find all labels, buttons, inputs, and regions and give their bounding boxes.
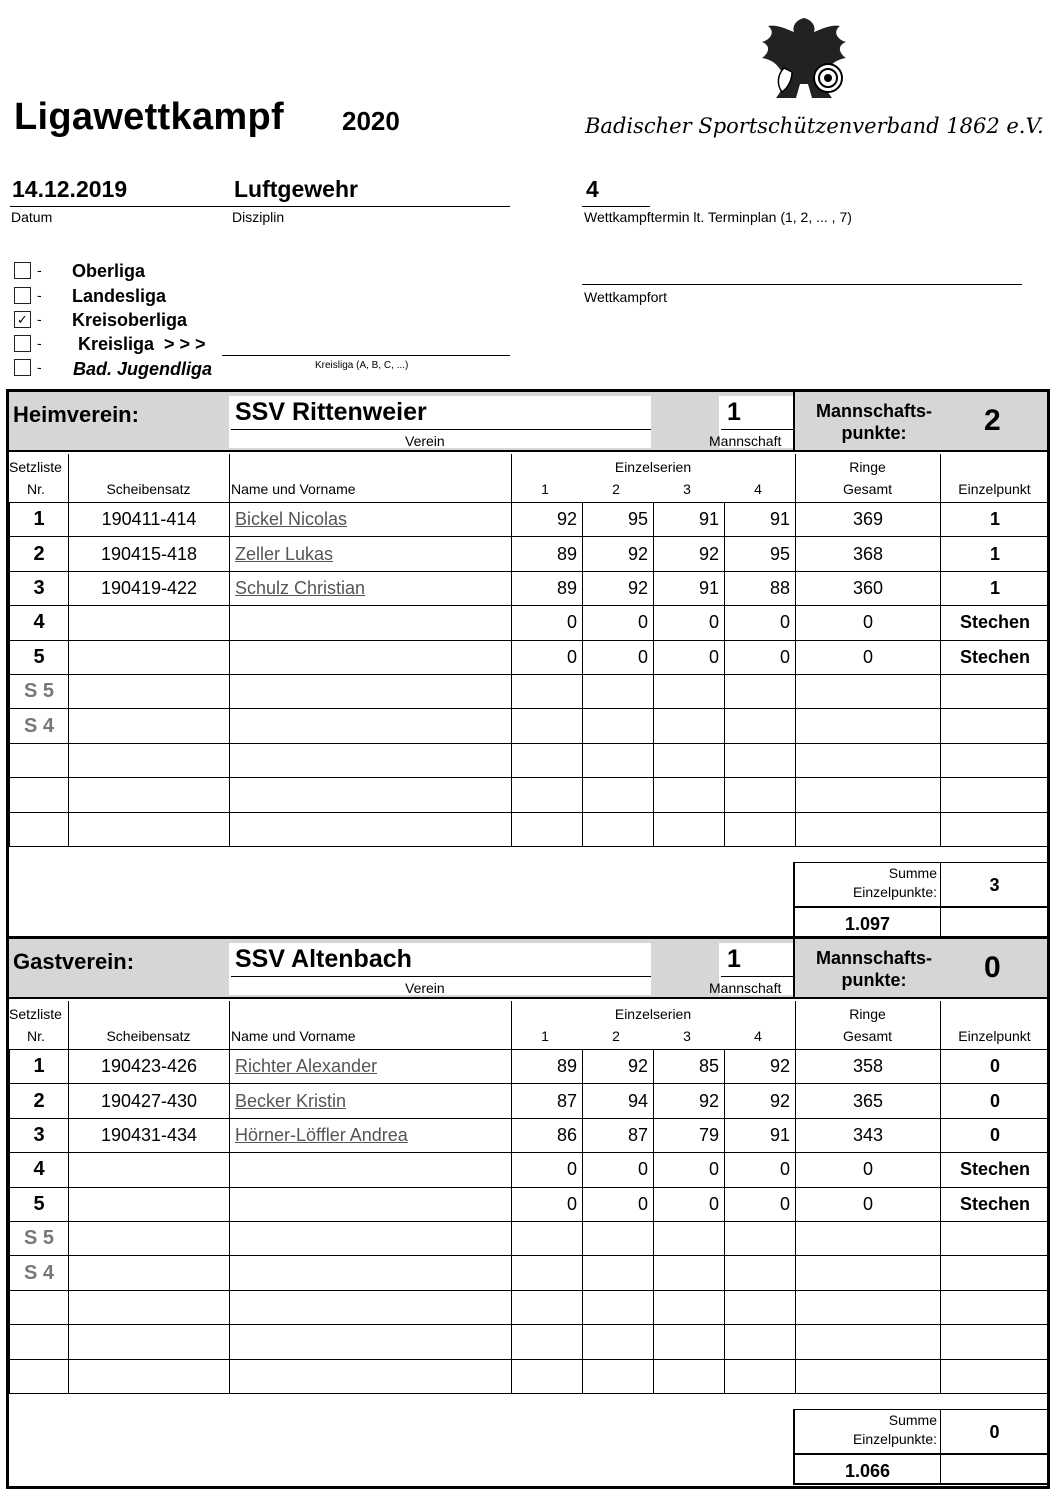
- row-serie-4[interactable]: 92: [725, 1084, 796, 1118]
- row-serie-3[interactable]: [654, 812, 725, 846]
- row-name[interactable]: [230, 778, 512, 812]
- row-ringe-gesamt[interactable]: [796, 743, 941, 777]
- row-name[interactable]: [230, 1359, 512, 1393]
- col-ringe: Ringe: [849, 1006, 886, 1022]
- results-table: [9, 1049, 1050, 1394]
- row-serie-2[interactable]: [583, 709, 654, 743]
- team-caption: Mannschaft: [709, 980, 782, 996]
- row-scheibensatz[interactable]: [69, 743, 230, 777]
- row-serie-2[interactable]: 0: [583, 640, 654, 674]
- row-nr[interactable]: 3: [10, 1118, 69, 1152]
- row-serie-4[interactable]: 0: [725, 640, 796, 674]
- row-serie-1[interactable]: 86: [512, 1118, 583, 1152]
- row-name[interactable]: [230, 606, 512, 640]
- row-einzelpunkt[interactable]: [941, 1359, 1050, 1393]
- row-serie-2[interactable]: 87: [583, 1118, 654, 1152]
- row-ringe-gesamt[interactable]: [796, 1290, 941, 1324]
- row-serie-2[interactable]: 95: [583, 503, 654, 537]
- row-nr[interactable]: [10, 1359, 69, 1393]
- col-serie-3: 3: [683, 481, 691, 497]
- team-points-label: Mannschafts- punkte:: [815, 401, 932, 443]
- club-caption: Verein: [405, 980, 445, 996]
- row-serie-1[interactable]: [512, 1221, 583, 1255]
- col-einzelserien: Einzelserien: [614, 459, 692, 475]
- col-name: Name und Vorname: [231, 481, 356, 497]
- row-einzelpunkt[interactable]: 1: [941, 537, 1050, 571]
- row-serie-3[interactable]: 0: [654, 606, 725, 640]
- row-name[interactable]: [230, 709, 512, 743]
- table-row: [10, 606, 1050, 640]
- row-serie-4[interactable]: [725, 778, 796, 812]
- row-serie-4[interactable]: [725, 1325, 796, 1359]
- row-serie-1[interactable]: 0: [512, 606, 583, 640]
- row-serie-3[interactable]: 92: [654, 1084, 725, 1118]
- row-serie-1[interactable]: 92: [512, 503, 583, 537]
- team-caption: Mannschaft: [709, 433, 782, 449]
- total-rings[interactable]: 1.066: [844, 1461, 891, 1481]
- row-einzelpunkt[interactable]: 0: [941, 1084, 1050, 1118]
- row-einzelpunkt[interactable]: [941, 709, 1050, 743]
- row-serie-1[interactable]: [512, 709, 583, 743]
- row-serie-4[interactable]: [725, 1221, 796, 1255]
- row-name[interactable]: Bickel Nicolas: [230, 503, 512, 537]
- team-label: Heimverein:: [13, 402, 139, 427]
- row-serie-2[interactable]: [583, 812, 654, 846]
- row-name[interactable]: Becker Kristin: [230, 1084, 512, 1118]
- row-nr[interactable]: [10, 778, 69, 812]
- row-scheibensatz[interactable]: 190431-434: [69, 1118, 230, 1152]
- row-einzelpunkt[interactable]: Stechen: [941, 640, 1050, 674]
- row-serie-2[interactable]: [583, 674, 654, 708]
- row-nr[interactable]: S 4: [10, 1256, 69, 1290]
- row-serie-1[interactable]: [512, 743, 583, 777]
- row-scheibensatz[interactable]: [69, 1221, 230, 1255]
- table-row: [10, 812, 1050, 846]
- row-serie-3[interactable]: 91: [654, 503, 725, 537]
- league-checkbox-landesliga[interactable]: [14, 287, 31, 304]
- league-checkbox-jugendliga[interactable]: [14, 359, 31, 376]
- row-scheibensatz[interactable]: 190415-418: [69, 537, 230, 571]
- row-einzelpunkt[interactable]: [941, 674, 1050, 708]
- row-einzelpunkt[interactable]: [941, 1256, 1050, 1290]
- row-scheibensatz[interactable]: [69, 1187, 230, 1221]
- row-einzelpunkt[interactable]: [941, 1325, 1050, 1359]
- row-ringe-gesamt[interactable]: 343: [796, 1118, 941, 1152]
- team-label: Gastverein:: [13, 949, 135, 974]
- row-name[interactable]: [230, 1290, 512, 1324]
- location-label: Wettkampfort: [584, 289, 667, 305]
- row-name[interactable]: [230, 1325, 512, 1359]
- sum-label: Summe Einzelpunkte:: [852, 865, 937, 900]
- eagle-lion-crest-icon: [748, 12, 860, 112]
- row-serie-3[interactable]: 79: [654, 1118, 725, 1152]
- row-serie-4[interactable]: 0: [725, 1187, 796, 1221]
- row-ringe-gesamt[interactable]: [796, 1325, 941, 1359]
- row-nr[interactable]: S 5: [10, 1221, 69, 1255]
- club-caption: Verein: [405, 433, 445, 449]
- row-nr[interactable]: 2: [10, 1084, 69, 1118]
- col-scheibensatz: Scheibensatz: [106, 481, 191, 497]
- col-scheibensatz: Scheibensatz: [106, 1028, 191, 1044]
- location-field[interactable]: [582, 254, 1022, 282]
- col-serie-4: 4: [754, 1028, 762, 1044]
- row-ringe-gesamt[interactable]: [796, 1359, 941, 1393]
- col-setzliste: Setzliste: [9, 459, 62, 475]
- row-serie-2[interactable]: 92: [583, 1050, 654, 1084]
- row-nr[interactable]: 5: [10, 1187, 69, 1221]
- row-name[interactable]: Hörner-Löffler Andrea: [230, 1118, 512, 1152]
- table-row: [10, 640, 1050, 674]
- row-name[interactable]: [230, 1256, 512, 1290]
- row-nr[interactable]: S 5: [10, 674, 69, 708]
- row-serie-2[interactable]: [583, 1221, 654, 1255]
- row-scheibensatz[interactable]: [69, 1153, 230, 1187]
- row-einzelpunkt[interactable]: [941, 743, 1050, 777]
- row-serie-3[interactable]: [654, 1359, 725, 1393]
- row-name[interactable]: [230, 1153, 512, 1187]
- row-serie-1[interactable]: [512, 674, 583, 708]
- col-setzliste: Setzliste: [9, 1006, 62, 1022]
- row-serie-4[interactable]: 92: [725, 1050, 796, 1084]
- row-serie-3[interactable]: [654, 743, 725, 777]
- row-scheibensatz[interactable]: [69, 1359, 230, 1393]
- row-scheibensatz[interactable]: [69, 674, 230, 708]
- league-label-kreisliga: Kreisliga > > >: [78, 334, 206, 354]
- row-einzelpunkt[interactable]: [941, 1221, 1050, 1255]
- row-einzelpunkt[interactable]: Stechen: [941, 1153, 1050, 1187]
- league-label-kreisoberliga: Kreisoberliga: [72, 310, 188, 330]
- row-serie-1[interactable]: 89: [512, 1050, 583, 1084]
- row-serie-1[interactable]: 0: [512, 1187, 583, 1221]
- club-name[interactable]: SSV Altenbach: [235, 945, 412, 973]
- row-scheibensatz[interactable]: 190427-430: [69, 1084, 230, 1118]
- row-ringe-gesamt[interactable]: 365: [796, 1084, 941, 1118]
- discipline-value[interactable]: Luftgewehr: [234, 176, 358, 202]
- total-rings[interactable]: 1.097: [844, 914, 891, 934]
- row-serie-3[interactable]: [654, 1325, 725, 1359]
- sum-einzelpunkte[interactable]: 0: [989, 1422, 1000, 1442]
- row-einzelpunkt[interactable]: [941, 778, 1050, 812]
- row-serie-4[interactable]: [725, 812, 796, 846]
- col-gesamt: Gesamt: [842, 1028, 892, 1044]
- col-name: Name und Vorname: [231, 1028, 356, 1044]
- row-serie-2[interactable]: [583, 1290, 654, 1324]
- row-nr[interactable]: 3: [10, 571, 69, 605]
- date-value[interactable]: 14.12.2019: [12, 176, 128, 202]
- row-name[interactable]: [230, 743, 512, 777]
- league-label-oberliga: Oberliga: [72, 261, 146, 281]
- row-ringe-gesamt[interactable]: 369: [796, 503, 941, 537]
- row-name[interactable]: Zeller Lukas: [230, 537, 512, 571]
- row-serie-2[interactable]: [583, 1325, 654, 1359]
- table-row: [10, 778, 1050, 812]
- table-row: [10, 503, 1050, 537]
- table-row: [10, 743, 1050, 777]
- row-serie-2[interactable]: [583, 743, 654, 777]
- row-scheibensatz[interactable]: [69, 709, 230, 743]
- table-row: [10, 1050, 1050, 1084]
- row-scheibensatz[interactable]: 190419-422: [69, 571, 230, 605]
- col-nr: Nr.: [27, 481, 45, 497]
- row-serie-4[interactable]: 0: [725, 606, 796, 640]
- round-label: Wettkampftermin lt. Terminplan (1, 2, ... , 7): [584, 209, 852, 225]
- row-nr[interactable]: [10, 1325, 69, 1359]
- col-nr: Nr.: [27, 1028, 45, 1044]
- sum-einzelpunkte[interactable]: 3: [989, 875, 1000, 895]
- row-ringe-gesamt[interactable]: [796, 1256, 941, 1290]
- row-serie-1[interactable]: 87: [512, 1084, 583, 1118]
- row-serie-1[interactable]: 0: [512, 1153, 583, 1187]
- row-serie-4[interactable]: 0: [725, 1153, 796, 1187]
- row-serie-4[interactable]: 88: [725, 571, 796, 605]
- table-row: [10, 1359, 1050, 1393]
- kreisliga-hint: Kreisliga (A, B, C, ...): [315, 360, 409, 371]
- row-name[interactable]: Schulz Christian: [230, 571, 512, 605]
- row-name[interactable]: Richter Alexander: [230, 1050, 512, 1084]
- row-serie-4[interactable]: [725, 1290, 796, 1324]
- row-ringe-gesamt[interactable]: [796, 674, 941, 708]
- row-nr[interactable]: [10, 812, 69, 846]
- row-scheibensatz[interactable]: [69, 778, 230, 812]
- row-name[interactable]: [230, 812, 512, 846]
- table-row: [10, 1325, 1050, 1359]
- league-checkbox-oberliga[interactable]: [14, 262, 31, 279]
- row-ringe-gesamt[interactable]: 0: [796, 1153, 941, 1187]
- row-serie-4[interactable]: [725, 1359, 796, 1393]
- row-name[interactable]: [230, 1187, 512, 1221]
- row-serie-3[interactable]: [654, 674, 725, 708]
- row-serie-3[interactable]: 91: [654, 571, 725, 605]
- row-serie-4[interactable]: [725, 674, 796, 708]
- results-table: [9, 502, 1050, 847]
- row-serie-3[interactable]: 0: [654, 640, 725, 674]
- row-einzelpunkt[interactable]: 0: [941, 1118, 1050, 1152]
- row-ringe-gesamt[interactable]: [796, 812, 941, 846]
- row-nr[interactable]: 4: [10, 1153, 69, 1187]
- row-nr[interactable]: [10, 1290, 69, 1324]
- row-ringe-gesamt[interactable]: 368: [796, 537, 941, 571]
- row-einzelpunkt[interactable]: 1: [941, 503, 1050, 537]
- row-scheibensatz[interactable]: 190411-414: [69, 503, 230, 537]
- league-checkbox-kreisliga[interactable]: [14, 335, 31, 352]
- table-row: [10, 1118, 1050, 1152]
- table-row: [10, 1187, 1050, 1221]
- team-points-value[interactable]: 2: [984, 404, 1001, 437]
- col-serie-1: 1: [541, 481, 549, 497]
- row-serie-1[interactable]: [512, 1256, 583, 1290]
- row-ringe-gesamt[interactable]: 360: [796, 571, 941, 605]
- row-scheibensatz[interactable]: [69, 1290, 230, 1324]
- row-serie-2[interactable]: 94: [583, 1084, 654, 1118]
- row-serie-2[interactable]: 92: [583, 537, 654, 571]
- home-team-section: [6, 389, 1050, 939]
- season-year: 2020: [342, 106, 400, 136]
- row-serie-1[interactable]: [512, 1325, 583, 1359]
- row-serie-3[interactable]: 92: [654, 537, 725, 571]
- row-scheibensatz[interactable]: [69, 1256, 230, 1290]
- row-scheibensatz[interactable]: 190423-426: [69, 1050, 230, 1084]
- row-name[interactable]: [230, 640, 512, 674]
- team-number[interactable]: 1: [727, 945, 741, 973]
- row-serie-4[interactable]: 95: [725, 537, 796, 571]
- association-name: Badischer Sportschützenverband 1862 e.V.: [585, 114, 1044, 138]
- row-serie-1[interactable]: 0: [512, 640, 583, 674]
- row-serie-1[interactable]: [512, 1359, 583, 1393]
- row-ringe-gesamt[interactable]: 0: [796, 606, 941, 640]
- col-serie-4: 4: [754, 481, 762, 497]
- row-nr[interactable]: 2: [10, 537, 69, 571]
- col-serie-2: 2: [612, 1028, 620, 1044]
- col-gesamt: Gesamt: [842, 481, 892, 497]
- table-row: [10, 709, 1050, 743]
- row-scheibensatz[interactable]: [69, 1325, 230, 1359]
- row-serie-1[interactable]: [512, 1290, 583, 1324]
- row-serie-2[interactable]: 0: [583, 1187, 654, 1221]
- row-name[interactable]: [230, 674, 512, 708]
- row-serie-1[interactable]: 89: [512, 537, 583, 571]
- row-serie-4[interactable]: [725, 743, 796, 777]
- row-ringe-gesamt[interactable]: 0: [796, 1187, 941, 1221]
- table-row: [10, 1221, 1050, 1255]
- league-label-jugendliga: Bad. Jugendliga: [73, 359, 213, 379]
- league-label-landesliga: Landesliga: [72, 286, 167, 306]
- row-einzelpunkt[interactable]: [941, 1290, 1050, 1324]
- table-row: [10, 1153, 1050, 1187]
- row-serie-3[interactable]: [654, 709, 725, 743]
- row-ringe-gesamt[interactable]: [796, 1221, 941, 1255]
- team-points-value[interactable]: 0: [984, 951, 1001, 984]
- row-einzelpunkt[interactable]: 0: [941, 1050, 1050, 1084]
- col-serie-1: 1: [541, 1028, 549, 1044]
- row-serie-2[interactable]: 0: [583, 606, 654, 640]
- row-nr[interactable]: 1: [10, 503, 69, 537]
- date-label: Datum: [11, 209, 53, 225]
- table-row: [10, 1290, 1050, 1324]
- round-value[interactable]: 4: [586, 176, 599, 202]
- discipline-label: Disziplin: [232, 209, 285, 225]
- row-nr[interactable]: [10, 743, 69, 777]
- row-einzelpunkt[interactable]: 1: [941, 571, 1050, 605]
- row-serie-3[interactable]: [654, 1256, 725, 1290]
- row-serie-4[interactable]: [725, 709, 796, 743]
- col-ringe: Ringe: [849, 459, 886, 475]
- table-row: [10, 1256, 1050, 1290]
- row-serie-2[interactable]: 92: [583, 571, 654, 605]
- row-serie-3[interactable]: [654, 1290, 725, 1324]
- row-nr[interactable]: 4: [10, 606, 69, 640]
- row-serie-1[interactable]: [512, 812, 583, 846]
- document-title: Ligawettkampf: [14, 96, 284, 138]
- row-serie-3[interactable]: [654, 778, 725, 812]
- col-serie-3: 3: [683, 1028, 691, 1044]
- row-nr[interactable]: 5: [10, 640, 69, 674]
- team-points-label: Mannschafts- punkte:: [815, 948, 932, 990]
- league-checkbox-kreisoberliga[interactable]: ✓: [14, 311, 31, 328]
- row-serie-2[interactable]: [583, 778, 654, 812]
- row-scheibensatz[interactable]: [69, 606, 230, 640]
- table-row: [10, 571, 1050, 605]
- row-serie-1[interactable]: [512, 778, 583, 812]
- row-scheibensatz[interactable]: [69, 812, 230, 846]
- row-ringe-gesamt[interactable]: [796, 778, 941, 812]
- row-name[interactable]: [230, 1221, 512, 1255]
- guest-team-section: [6, 939, 1050, 1489]
- col-einzelserien: Einzelserien: [614, 1006, 692, 1022]
- row-ringe-gesamt[interactable]: [796, 709, 941, 743]
- row-nr[interactable]: S 4: [10, 709, 69, 743]
- row-serie-3[interactable]: 85: [654, 1050, 725, 1084]
- table-row: [10, 674, 1050, 708]
- club-name[interactable]: SSV Rittenweier: [235, 398, 427, 426]
- row-scheibensatz[interactable]: [69, 640, 230, 674]
- sum-label: Summe Einzelpunkte:: [852, 1412, 937, 1447]
- row-ringe-gesamt[interactable]: 0: [796, 640, 941, 674]
- row-serie-2[interactable]: 0: [583, 1153, 654, 1187]
- col-einzelpunkt: Einzelpunkt: [958, 1028, 1031, 1044]
- row-einzelpunkt[interactable]: [941, 812, 1050, 846]
- table-row: [10, 1084, 1050, 1118]
- table-row: [10, 537, 1050, 571]
- row-serie-2[interactable]: [583, 1256, 654, 1290]
- col-einzelpunkt: Einzelpunkt: [958, 481, 1031, 497]
- row-einzelpunkt[interactable]: Stechen: [941, 1187, 1050, 1221]
- row-serie-4[interactable]: [725, 1256, 796, 1290]
- row-serie-4[interactable]: 91: [725, 1118, 796, 1152]
- row-serie-4[interactable]: 91: [725, 503, 796, 537]
- row-serie-3[interactable]: 0: [654, 1153, 725, 1187]
- row-serie-3[interactable]: 0: [654, 1187, 725, 1221]
- row-serie-2[interactable]: [583, 1359, 654, 1393]
- col-serie-2: 2: [612, 481, 620, 497]
- row-nr[interactable]: 1: [10, 1050, 69, 1084]
- row-ringe-gesamt[interactable]: 358: [796, 1050, 941, 1084]
- row-serie-3[interactable]: [654, 1221, 725, 1255]
- row-serie-1[interactable]: 89: [512, 571, 583, 605]
- team-number[interactable]: 1: [727, 398, 741, 426]
- row-einzelpunkt[interactable]: Stechen: [941, 606, 1050, 640]
